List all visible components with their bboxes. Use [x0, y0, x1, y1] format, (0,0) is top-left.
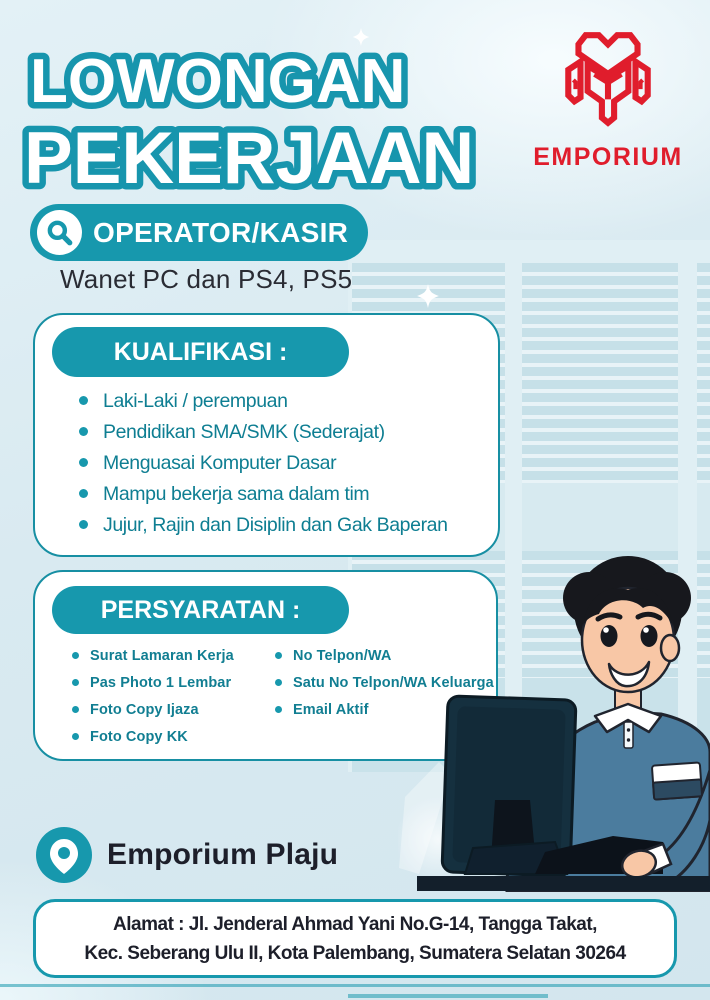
list-item: Satu No Telpon/WA Keluarga [275, 675, 494, 691]
list-item: Surat Lamaran Kerja [72, 648, 272, 664]
magnifier-search-icon [45, 218, 75, 248]
position-badge [30, 204, 368, 261]
brand-name: EMPORIUM [533, 143, 683, 171]
location-name: Emporium Plaju [107, 838, 339, 871]
brand-logo [518, 24, 698, 172]
window-blind-panel [522, 263, 678, 483]
headline-line2: PEKERJAAN [24, 118, 475, 197]
list-item: Mampu bekerja sama dalam tim [79, 483, 488, 506]
requirements-heading: PERSYARATAN : [52, 586, 349, 634]
qualifications-list [35, 390, 498, 537]
qualifications-card [33, 313, 500, 557]
window-rail [697, 483, 710, 551]
list-item: Email Aktif [275, 702, 494, 718]
list-item: Foto Copy KK [72, 729, 272, 745]
location-pin-icon [35, 826, 93, 884]
headline [16, 22, 516, 197]
list-item: Menguasai Komputer Dasar [79, 452, 488, 475]
window-blind-panel [697, 263, 710, 483]
list-item: Pendidikan SMA/SMK (Sederajat) [79, 421, 488, 444]
window-rail [522, 483, 678, 551]
list-item: Laki-Laki / perempuan [79, 390, 488, 413]
window-sill-line [348, 994, 548, 998]
qualifications-heading: KUALIFIKASI : [52, 327, 349, 377]
sparkle-icon [416, 284, 440, 308]
magnifier-icon-circle [37, 210, 82, 255]
address-line2: Kec. Seberang Ulu II, Kota Palembang, Sumatera Selatan 30264 [84, 942, 626, 964]
list-item: Jujur, Rajin dan Disiplin dan Gak Baperan [79, 514, 488, 537]
cashier-illustration [395, 552, 710, 892]
address-line1: Alamat : Jl. Jenderal Ahmad Yani No.G-14, Tangga Takat, [113, 913, 597, 935]
address-card [33, 899, 677, 978]
list-item: No Telpon/WA [275, 648, 494, 664]
position-subtitle: Wanet PC dan PS4, PS5 [60, 264, 353, 294]
location-row [35, 826, 338, 884]
list-item: Foto Copy Ijaza [72, 702, 272, 718]
requirements-list-left [72, 648, 272, 756]
emporium-cube-logo-icon [546, 24, 670, 136]
headline-line1: LOWONGAN [30, 47, 406, 116]
bottom-accent-line [0, 984, 710, 987]
position-badge-label: OPERATOR/KASIR [93, 216, 349, 248]
list-item: Pas Photo 1 Lembar [72, 675, 272, 691]
